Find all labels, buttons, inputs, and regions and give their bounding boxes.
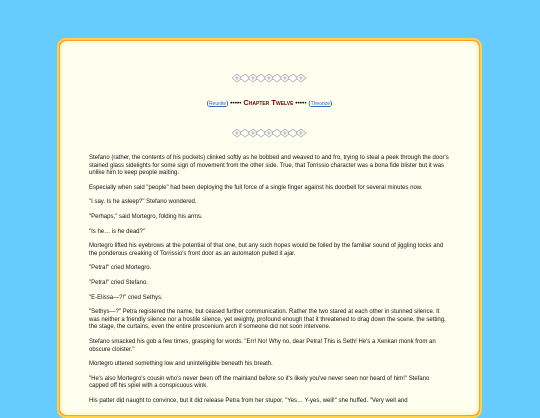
- prev-chapter-link[interactable]: Reunite: [208, 101, 227, 107]
- story-text: [89, 155, 450, 405]
- paragraph: "Perhaps," said Mortegro, folding his arms.: [89, 213, 203, 220]
- next-chapter-link[interactable]: Theorize: [310, 101, 331, 107]
- content-frame: [57, 38, 482, 418]
- story-page: [63, 44, 476, 412]
- divider-top: [89, 70, 450, 80]
- paragraph: "Petra!" cried Stefano.: [89, 279, 148, 286]
- paragraph: "E-Elissa—?!" cried Sethys.: [89, 294, 163, 301]
- paragraph: His patter did naught to convince, but it did release Petra from her stupor. "Yes… Y-yes, well!" she huffed. "Very well and: [89, 397, 408, 404]
- bullets-right: •••••: [295, 100, 307, 107]
- paragraph: "Sethys—?" Petra registered the name, but ceased further communication. Rather the two stared at each other in stunned silence. It was neither a friendly silence nor a hostile silence, yet weighty, profound enough that it threatened to drag down the scene, the setting, the stage, the curtains, even the entire proscenium arch if someone did not soon intervene.: [89, 309, 446, 331]
- content-frame-inner: [60, 41, 479, 415]
- paragraph: Stefano (rather, the contents of his pockets) clinked softly as he bobbed and weaved to and fro, trying to steal a peek through the door's stained glass sidelights for some sign of movement from the other side. True, that Torrissio character was a bona fide blister but it was unlike him to keep people waiting.: [89, 155, 449, 177]
- chapter-nav: (Reunite) ••••• Chapter Twelve ••••• (Theorize): [206, 98, 333, 107]
- paragraph: Especially when said "people" had been deploying the full force of a single finger against his doorbell for several minutes now.: [89, 184, 423, 191]
- paragraph: Mortegro lifted his eyebrows at the potential of that one, but any such hopes would be foiled by the familiar sound of jiggling locks and the ponderous creaking of Torrissio's front door as an automaton pulled it ajar.: [89, 243, 444, 257]
- paragraph: Mortegro uttered something low and unintelligible beneath his breath.: [89, 361, 273, 368]
- bullets-left: •••••: [230, 100, 242, 107]
- paragraph: Stefano smacked his gob a few times, grasping for words. "Err! No! Why no, dear Petra! This is Seth! He's a Xenkan monk from an obscure cloister.": [89, 338, 436, 353]
- paragraph: "I say. Is he asleep?" Stefano wondered.: [89, 199, 197, 206]
- paragraph: "Petra!" cried Mortegro.: [89, 265, 152, 272]
- paragraph: "Is he… is he dead?": [89, 228, 145, 235]
- diamond-chain-icon: [230, 73, 310, 83]
- divider-bottom: [89, 125, 450, 135]
- chapter-title: Chapter Twelve: [243, 98, 294, 107]
- diamond-chain-icon: [230, 128, 310, 138]
- paragraph: "He's also Mortegro's cousin who's never been off the mainland before so it's likely you've never seen nor heard of him!" Stefano capped off his spiel with a conspicuous wink.: [89, 375, 430, 390]
